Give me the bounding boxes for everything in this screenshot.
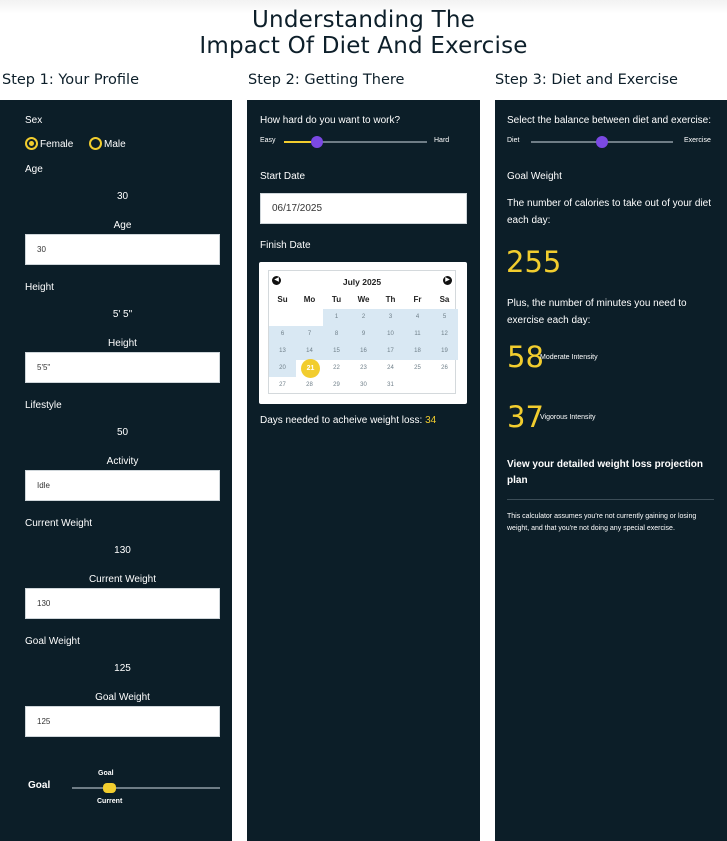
step1-title: Step 1: Your Profile <box>2 72 139 88</box>
current-weight-input[interactable]: 130 <box>25 588 220 619</box>
goal-weight-label: Goal Weight <box>25 636 80 647</box>
calendar-day[interactable]: 6 <box>269 326 296 343</box>
finish-date-label: Finish Date <box>260 240 311 251</box>
calendar-day[interactable]: 13 <box>269 343 296 360</box>
balance-slider[interactable] <box>531 136 673 148</box>
weekday-header: Th <box>385 295 396 304</box>
current-weight-value: 130 <box>114 545 131 556</box>
goal-weight-input[interactable]: 125 <box>25 706 220 737</box>
calories-text: The number of calories to take out of your diet each day: <box>507 198 711 226</box>
calendar-month: July 2025 <box>342 277 382 287</box>
selected-day-highlight: 21 <box>301 359 320 378</box>
goal-weight-field-label: Goal Weight <box>95 692 150 703</box>
calendar-day[interactable]: 14 <box>296 343 323 360</box>
start-date-input[interactable]: 06/17/2025 <box>260 193 467 224</box>
calendar-day[interactable]: 16 <box>350 343 377 360</box>
activity-field-label: Activity <box>106 456 139 467</box>
chevron-left-icon[interactable]: ◀ <box>272 276 281 285</box>
page-title-line2: Impact Of Diet And Exercise <box>199 33 528 59</box>
divider <box>507 499 714 500</box>
calories-value: 255 <box>506 245 562 279</box>
height-field-label: Height <box>108 338 137 349</box>
calendar-day[interactable]: 26 <box>441 365 448 371</box>
calendar-day[interactable]: 23 <box>360 365 367 371</box>
calendar-day-selected[interactable] <box>296 360 323 377</box>
goal-weight-value: 125 <box>114 663 131 674</box>
current-weight-field-label: Current Weight <box>88 574 157 585</box>
goal-slider-thumb[interactable] <box>103 783 116 793</box>
moderate-value: 58 <box>507 340 544 374</box>
age-value: 30 <box>116 191 129 202</box>
balance-min-label: Diet <box>507 137 520 144</box>
calendar-day[interactable]: 11 <box>404 326 431 343</box>
weekday-header: Tu <box>331 295 342 304</box>
calendar-header <box>269 271 455 291</box>
calendar-day[interactable]: 10 <box>377 326 404 343</box>
page-header <box>0 0 727 62</box>
calendar-day[interactable]: 8 <box>323 326 350 343</box>
date-picker <box>259 262 467 404</box>
sex-label: Sex <box>25 115 43 126</box>
calendar-day[interactable]: 15 <box>323 343 350 360</box>
effort-question: How hard do you want to work? <box>260 115 401 126</box>
vigorous-value: 37 <box>507 400 544 434</box>
getting-there-panel <box>247 100 480 841</box>
lifestyle-label: Lifestyle <box>25 400 62 411</box>
female-radio[interactable] <box>25 137 95 153</box>
calendar-day[interactable]: 2 <box>350 309 377 326</box>
minutes-text: Plus, the number of minutes you need to exercise each day: <box>507 298 687 326</box>
disclaimer: This calculator assumes you're not currently gaining or losing weight, and that you're not doing any special exercise. <box>507 513 697 532</box>
calendar-day[interactable]: 7 <box>296 326 323 343</box>
goal-slider-top-label: Goal <box>98 770 114 777</box>
weekday-header: Sa <box>439 295 450 304</box>
calendar-day[interactable]: 28 <box>306 382 313 388</box>
goal-slider-track <box>72 787 220 789</box>
calendar-day[interactable]: 30 <box>360 382 367 388</box>
chevron-right-icon[interactable]: ▶ <box>443 276 452 285</box>
goal-slider-bottom-label: Current <box>97 798 123 805</box>
effort-max-label: Hard <box>434 137 450 144</box>
calendar-day[interactable]: 4 <box>404 309 431 326</box>
calendar-day[interactable]: 12 <box>431 326 458 343</box>
height-value: 5' 5" <box>112 309 133 320</box>
weekday-header: We <box>357 295 370 304</box>
days-needed-value: 34 <box>425 415 437 426</box>
female-radio-indicator <box>25 137 38 150</box>
female-radio-label: Female <box>40 139 74 150</box>
age-label: Age <box>25 164 43 175</box>
days-needed-label: Days needed to acheive weight loss: <box>260 415 423 426</box>
age-input[interactable]: 30 <box>25 234 220 265</box>
start-date-label: Start Date <box>260 171 306 182</box>
age-field-label: Age <box>113 220 132 231</box>
page-title-line1: Understanding The <box>252 7 475 33</box>
calendar-day[interactable]: 19 <box>431 343 458 360</box>
calendar-day[interactable]: 5 <box>431 309 458 326</box>
weekday-header: Su <box>277 295 288 304</box>
vigorous-label: Vigorous Intensity <box>540 414 596 421</box>
moderate-label: Moderate Intensity <box>540 354 598 361</box>
calendar-day[interactable]: 31 <box>387 382 394 388</box>
male-radio-indicator <box>89 137 102 150</box>
balance-max-label: Exercise <box>684 137 711 144</box>
step2-title: Step 2: Getting There <box>248 72 405 88</box>
current-weight-label: Current Weight <box>25 518 93 529</box>
calendar-day[interactable]: 17 <box>377 343 404 360</box>
page-title <box>0 0 727 59</box>
effort-slider[interactable] <box>284 136 427 148</box>
goal-slider[interactable] <box>72 782 220 794</box>
profile-panel <box>0 100 232 841</box>
days-needed <box>260 415 436 426</box>
calendar-day[interactable]: 22 <box>333 365 340 371</box>
calendar-day[interactable]: 9 <box>350 326 377 343</box>
balance-question: Select the balance between diet and exercise: <box>507 115 712 126</box>
height-label: Height <box>25 282 54 293</box>
diet-exercise-panel <box>495 100 727 841</box>
activity-input[interactable]: Idle <box>25 470 220 501</box>
lifestyle-value: 50 <box>116 427 129 438</box>
weekday-header: Mo <box>303 295 316 304</box>
effort-min-label: Easy <box>260 137 276 144</box>
effort-slider-thumb[interactable] <box>311 136 323 148</box>
calendar-day[interactable]: 20 <box>269 360 296 377</box>
calendar-day[interactable]: 18 <box>404 343 431 360</box>
calendar-day[interactable]: 25 <box>414 365 421 371</box>
goal-weight-heading: Goal Weight <box>507 171 562 182</box>
calendar-day[interactable]: 29 <box>333 382 340 388</box>
male-radio[interactable] <box>89 137 139 153</box>
goal-slider-label: Goal <box>28 780 51 791</box>
step3-title: Step 3: Diet and Exercise <box>495 72 678 88</box>
height-input[interactable]: 5'5" <box>25 352 220 383</box>
plan-link[interactable]: View your detailed weight loss projection plan <box>507 459 703 486</box>
calendar-day[interactable]: 3 <box>377 309 404 326</box>
male-radio-label: Male <box>104 139 126 150</box>
weekday-header: Fr <box>413 295 422 304</box>
calendar-day[interactable]: 27 <box>279 382 286 388</box>
balance-slider-thumb[interactable] <box>596 136 608 148</box>
calendar-day[interactable]: 1 <box>323 309 350 326</box>
calendar <box>268 270 456 394</box>
calendar-day[interactable]: 24 <box>387 365 394 371</box>
